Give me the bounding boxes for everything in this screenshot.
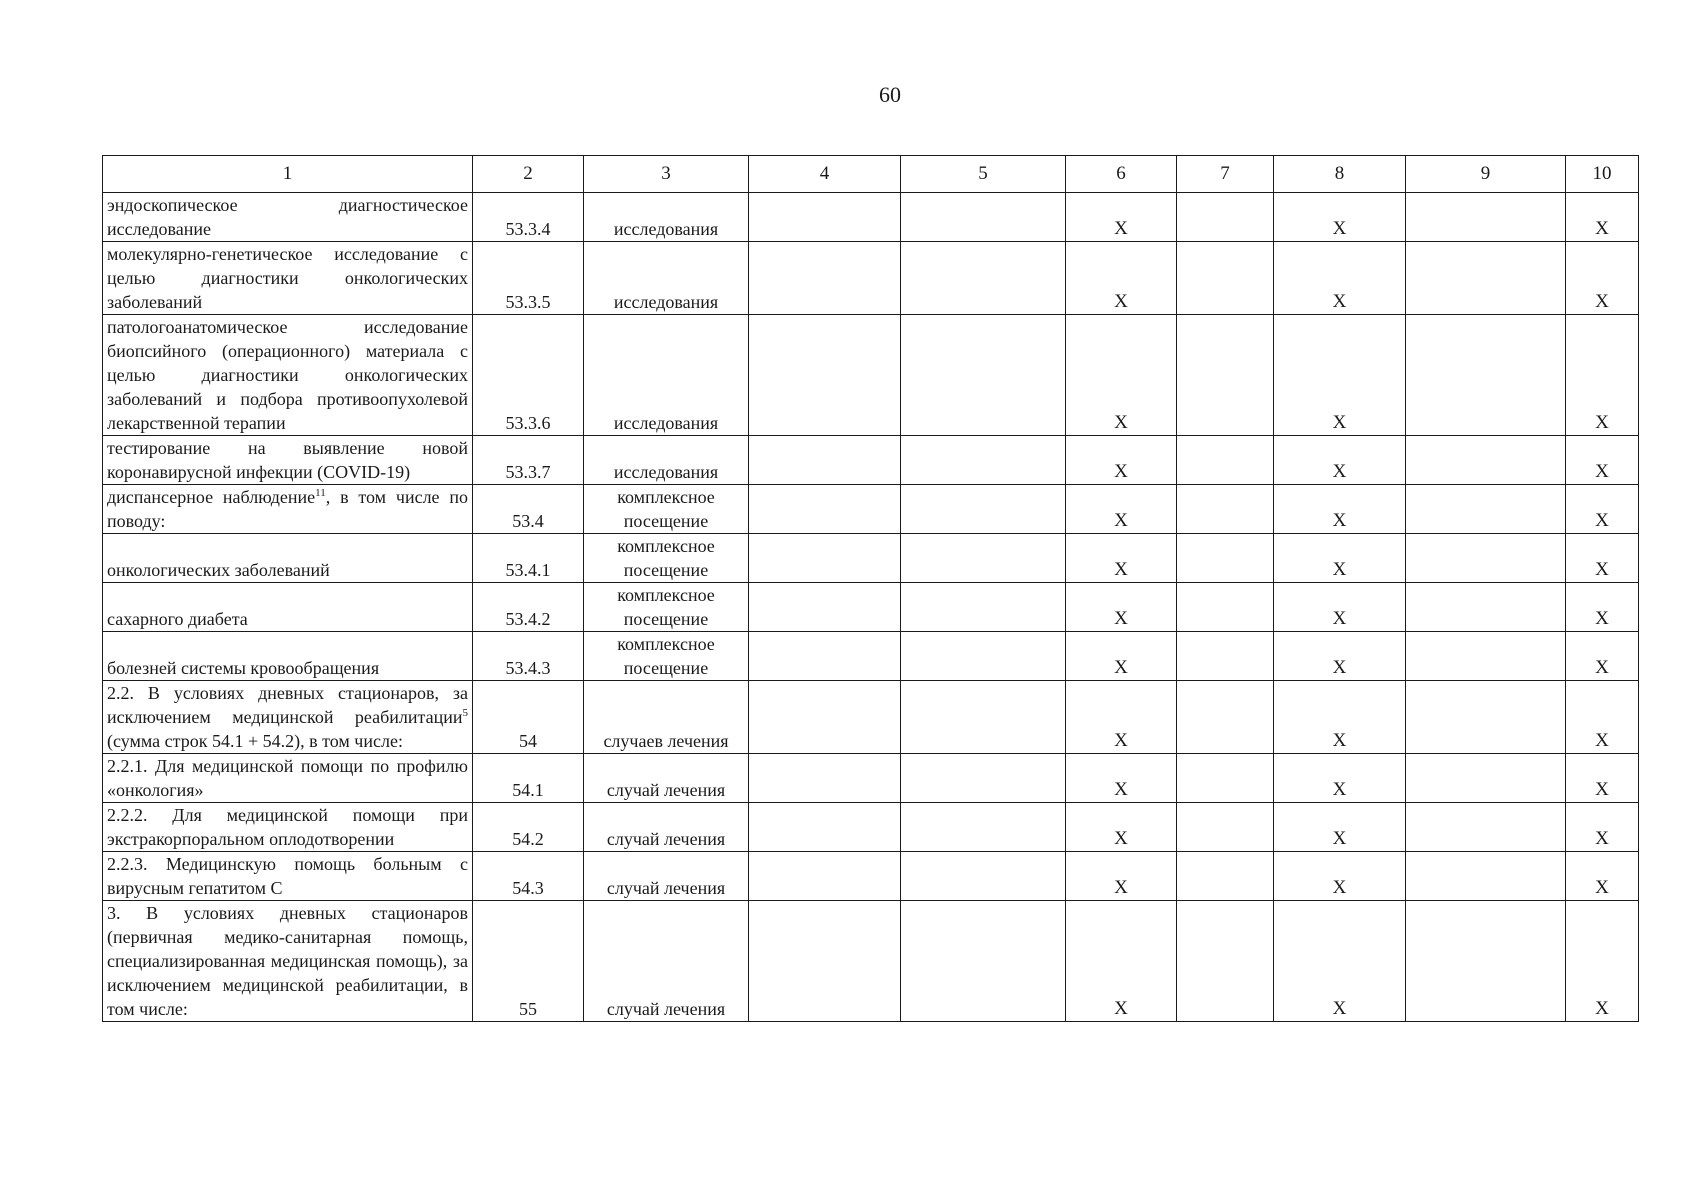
empty-cell-col-9: [1406, 754, 1566, 803]
empty-cell-col-7: [1177, 534, 1274, 583]
cross-mark-col-10: X: [1566, 436, 1639, 485]
cross-mark-col-8: X: [1274, 632, 1406, 681]
column-header: 6: [1066, 156, 1177, 193]
cross-mark-col-10: X: [1566, 852, 1639, 901]
cross-mark-col-8: X: [1274, 485, 1406, 534]
row-name: тестирование на выявление новой коронавирусной инфекции (COVID-19): [107, 438, 468, 482]
row-unit: случай лечения: [584, 852, 749, 901]
row-code: 53.3.4: [473, 193, 584, 242]
table-row: [103, 754, 1639, 803]
cross-mark-col-8: X: [1274, 852, 1406, 901]
row-unit: комплексное посещение: [584, 534, 749, 583]
empty-cell-col-9: [1406, 485, 1566, 534]
column-header: 2: [473, 156, 584, 193]
row-name: патологоанатомическое исследование биопсийного (операционного) материала с целью диагностики онкологических заболеваний и подбора противоопухолевой лекарственной терапии: [107, 317, 468, 433]
empty-cell-col-5: [901, 901, 1066, 1022]
data-table: [102, 155, 1639, 1022]
row-name: 2.2.1. Для медицинской помощи по профилю «онкология»: [107, 756, 468, 800]
row-name-cell: [103, 803, 473, 852]
empty-cell-col-7: [1177, 681, 1274, 754]
empty-cell-col-7: [1177, 632, 1274, 681]
cross-mark-col-6: X: [1066, 534, 1177, 583]
cross-mark-col-10: X: [1566, 485, 1639, 534]
row-name: сахарного диабета: [107, 609, 248, 629]
empty-cell-col-7: [1177, 436, 1274, 485]
row-unit: случаев лечения: [584, 681, 749, 754]
row-name: 3. В условиях дневных стационаров (первичная медико-санитарная помощь, специализированная медицинская помощь), за исключением медицинской реабилитации, в том числе:: [107, 903, 468, 1019]
cross-mark-col-6: X: [1066, 436, 1177, 485]
row-name: молекулярно-генетическое исследование с целью диагностики онкологических заболеваний: [107, 244, 468, 312]
column-header: 5: [901, 156, 1066, 193]
empty-cell-col-9: [1406, 681, 1566, 754]
cross-mark-col-8: X: [1274, 754, 1406, 803]
column-header: 8: [1274, 156, 1406, 193]
row-unit: случай лечения: [584, 803, 749, 852]
table-row: [103, 534, 1639, 583]
row-code: 53.3.5: [473, 242, 584, 315]
cross-mark-col-8: X: [1274, 681, 1406, 754]
column-header: 3: [584, 156, 749, 193]
table-row: [103, 242, 1639, 315]
cross-mark-col-8: X: [1274, 583, 1406, 632]
column-header: 7: [1177, 156, 1274, 193]
table-row: [103, 436, 1639, 485]
empty-cell-col-4: [749, 754, 901, 803]
empty-cell-col-5: [901, 803, 1066, 852]
column-header: 4: [749, 156, 901, 193]
cross-mark-col-10: X: [1566, 901, 1639, 1022]
row-code: 53.3.6: [473, 315, 584, 436]
table-row: [103, 681, 1639, 754]
cross-mark-col-6: X: [1066, 754, 1177, 803]
row-code: 53.4: [473, 485, 584, 534]
empty-cell-col-4: [749, 681, 901, 754]
header-row: [103, 156, 1639, 193]
empty-cell-col-4: [749, 315, 901, 436]
table-row: [103, 583, 1639, 632]
empty-cell-col-4: [749, 242, 901, 315]
table-row: [103, 315, 1639, 436]
empty-cell-col-7: [1177, 803, 1274, 852]
column-header: 9: [1406, 156, 1566, 193]
cross-mark-col-10: X: [1566, 242, 1639, 315]
empty-cell-col-4: [749, 485, 901, 534]
cross-mark-col-10: X: [1566, 583, 1639, 632]
footnote-ref: 11: [315, 487, 326, 499]
row-unit: комплексное посещение: [584, 583, 749, 632]
empty-cell-col-9: [1406, 315, 1566, 436]
cross-mark-col-6: X: [1066, 193, 1177, 242]
empty-cell-col-4: [749, 852, 901, 901]
empty-cell-col-4: [749, 193, 901, 242]
empty-cell-col-7: [1177, 754, 1274, 803]
row-name-tail: , в том числе по поводу:: [107, 487, 468, 531]
row-code: 54: [473, 681, 584, 754]
row-name-cell: [103, 901, 473, 1022]
row-name-cell: [103, 534, 473, 583]
row-unit: исследования: [584, 315, 749, 436]
empty-cell-col-7: [1177, 315, 1274, 436]
cross-mark-col-10: X: [1566, 315, 1639, 436]
empty-cell-col-9: [1406, 901, 1566, 1022]
row-name-cell: [103, 436, 473, 485]
empty-cell-col-5: [901, 193, 1066, 242]
cross-mark-col-10: X: [1566, 681, 1639, 754]
cross-mark-col-6: X: [1066, 901, 1177, 1022]
empty-cell-col-5: [901, 242, 1066, 315]
column-header: 10: [1566, 156, 1639, 193]
empty-cell-col-7: [1177, 193, 1274, 242]
cross-mark-col-8: X: [1274, 803, 1406, 852]
footnote-ref: 5: [462, 707, 468, 719]
cross-mark-col-6: X: [1066, 485, 1177, 534]
empty-cell-col-9: [1406, 436, 1566, 485]
row-name: эндоскопическое диагностическое исследование: [107, 195, 468, 239]
cross-mark-col-10: X: [1566, 754, 1639, 803]
row-code: 53.3.7: [473, 436, 584, 485]
row-unit: исследования: [584, 436, 749, 485]
empty-cell-col-7: [1177, 485, 1274, 534]
cross-mark-col-10: X: [1566, 632, 1639, 681]
row-name-cell: [103, 315, 473, 436]
cross-mark-col-6: X: [1066, 803, 1177, 852]
row-unit: случай лечения: [584, 901, 749, 1022]
empty-cell-col-7: [1177, 583, 1274, 632]
empty-cell-col-9: [1406, 242, 1566, 315]
empty-cell-col-5: [901, 436, 1066, 485]
row-unit: комплексное посещение: [584, 485, 749, 534]
cross-mark-col-10: X: [1566, 534, 1639, 583]
table-row: [103, 485, 1639, 534]
empty-cell-col-5: [901, 534, 1066, 583]
empty-cell-col-4: [749, 436, 901, 485]
row-name-cell: [103, 193, 473, 242]
empty-cell-col-9: [1406, 803, 1566, 852]
table-row: [103, 193, 1639, 242]
cross-mark-col-6: X: [1066, 242, 1177, 315]
row-code: 53.4.1: [473, 534, 584, 583]
row-name-cell: [103, 583, 473, 632]
empty-cell-col-5: [901, 681, 1066, 754]
cross-mark-col-8: X: [1274, 315, 1406, 436]
row-name: болезней системы кровообращения: [107, 658, 380, 678]
table-row: [103, 852, 1639, 901]
empty-cell-col-9: [1406, 852, 1566, 901]
row-name-cell: [103, 852, 473, 901]
cross-mark-col-8: X: [1274, 193, 1406, 242]
column-header: 1: [103, 156, 473, 193]
cross-mark-col-6: X: [1066, 632, 1177, 681]
cross-mark-col-6: X: [1066, 583, 1177, 632]
row-code: 54.2: [473, 803, 584, 852]
row-unit: комплексное посещение: [584, 632, 749, 681]
empty-cell-col-5: [901, 485, 1066, 534]
empty-cell-col-7: [1177, 852, 1274, 901]
row-unit: случай лечения: [584, 754, 749, 803]
empty-cell-col-4: [749, 901, 901, 1022]
empty-cell-col-5: [901, 315, 1066, 436]
cross-mark-col-6: X: [1066, 315, 1177, 436]
cross-mark-col-8: X: [1274, 534, 1406, 583]
empty-cell-col-5: [901, 852, 1066, 901]
empty-cell-col-4: [749, 803, 901, 852]
row-code: 53.4.3: [473, 632, 584, 681]
cross-mark-col-6: X: [1066, 681, 1177, 754]
empty-cell-col-5: [901, 632, 1066, 681]
empty-cell-col-9: [1406, 193, 1566, 242]
row-name-cell: [103, 242, 473, 315]
row-name: диспансерное наблюдение: [107, 487, 316, 507]
table-row: [103, 632, 1639, 681]
row-name: онкологических заболеваний: [107, 560, 330, 580]
empty-cell-col-7: [1177, 242, 1274, 315]
cross-mark-col-10: X: [1566, 193, 1639, 242]
row-code: 53.4.2: [473, 583, 584, 632]
cross-mark-col-10: X: [1566, 803, 1639, 852]
empty-cell-col-4: [749, 583, 901, 632]
empty-cell-col-7: [1177, 901, 1274, 1022]
row-name: 2.2.2. Для медицинской помощи при экстракорпоральном оплодотворении: [107, 805, 468, 849]
row-code: 55: [473, 901, 584, 1022]
empty-cell-col-5: [901, 583, 1066, 632]
row-name-cell: [103, 632, 473, 681]
row-name-cell: [103, 485, 473, 534]
row-code: 54.3: [473, 852, 584, 901]
empty-cell-col-9: [1406, 583, 1566, 632]
empty-cell-col-4: [749, 632, 901, 681]
empty-cell-col-9: [1406, 534, 1566, 583]
row-name-cell: [103, 681, 473, 754]
empty-cell-col-5: [901, 754, 1066, 803]
table-row: [103, 803, 1639, 852]
row-code: 54.1: [473, 754, 584, 803]
cross-mark-col-8: X: [1274, 436, 1406, 485]
cross-mark-col-8: X: [1274, 242, 1406, 315]
row-name-cell: [103, 754, 473, 803]
row-unit: исследования: [584, 242, 749, 315]
empty-cell-col-4: [749, 534, 901, 583]
empty-cell-col-9: [1406, 632, 1566, 681]
cross-mark-col-8: X: [1274, 901, 1406, 1022]
table-row: [103, 901, 1639, 1022]
row-unit: исследования: [584, 193, 749, 242]
row-name: 2.2. В условиях дневных стационаров, за исключением медицинской реабилитации: [107, 683, 468, 727]
cross-mark-col-6: X: [1066, 852, 1177, 901]
page-number: 60: [879, 82, 901, 107]
row-name-tail: (сумма строк 54.1 + 54.2), в том числе:: [107, 731, 403, 751]
row-name: 2.2.3. Медицинскую помощь больным с вирусным гепатитом С: [107, 854, 468, 898]
